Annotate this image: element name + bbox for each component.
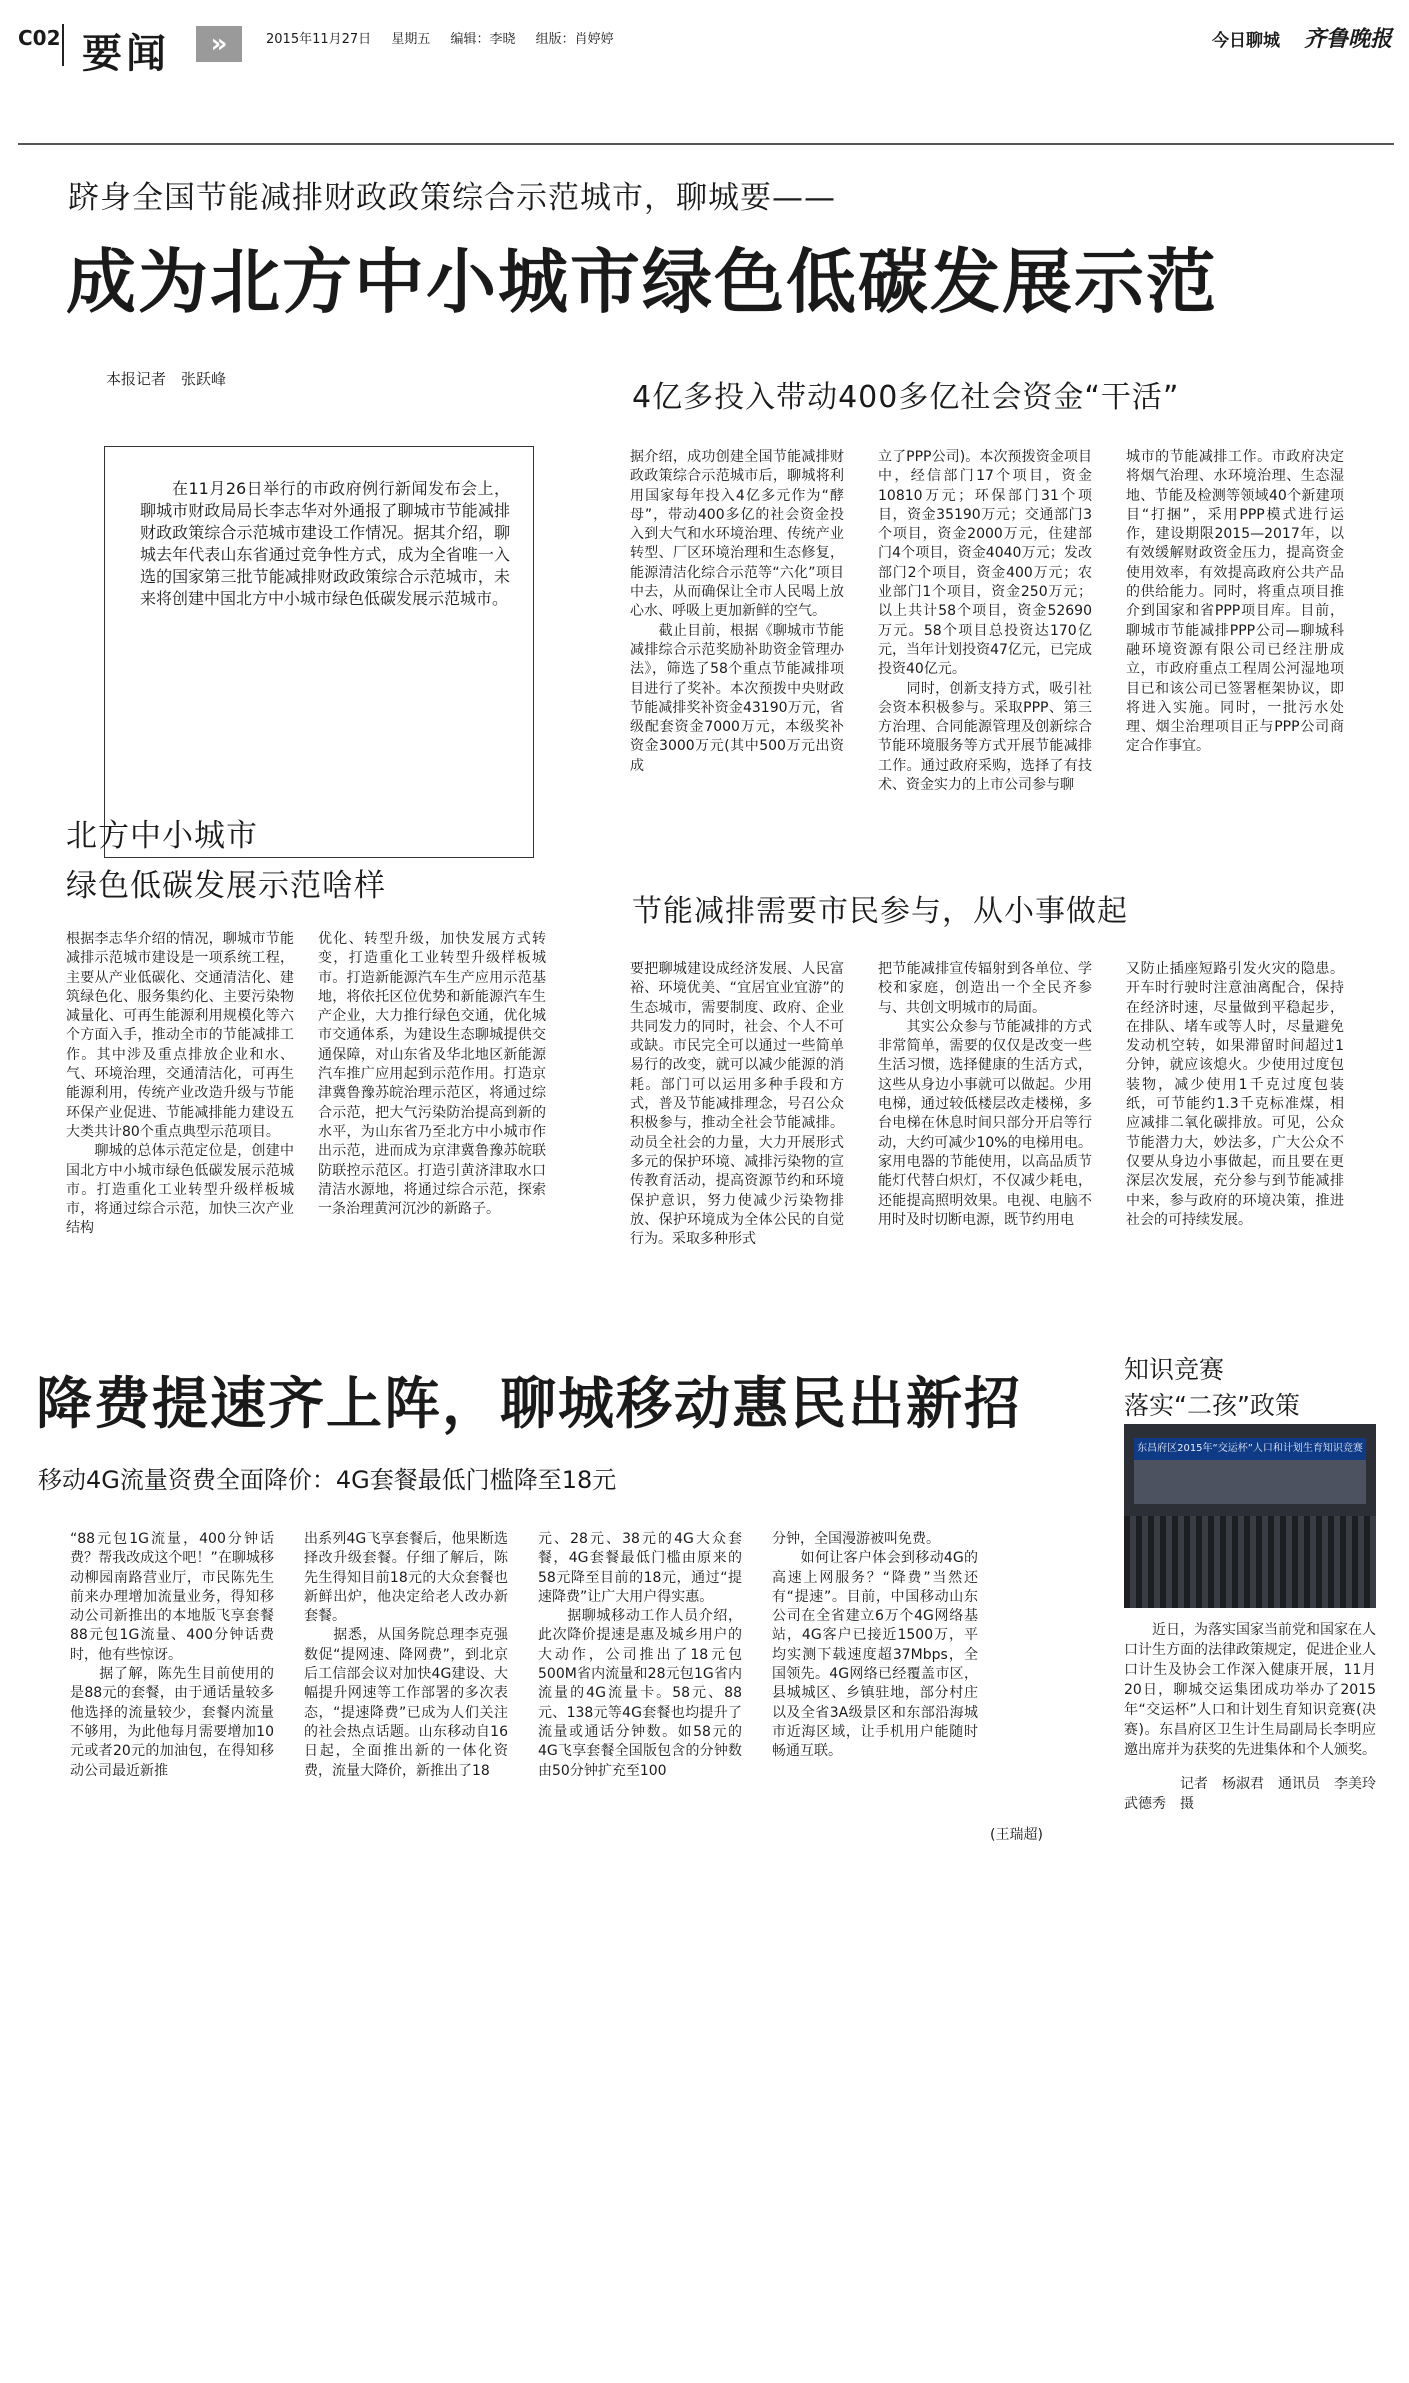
article-byline: 本报记者 张跃峰 xyxy=(106,370,227,388)
editor-credit: 编辑：李晓 xyxy=(450,32,516,47)
text-column: 据介绍，成功创建全国节能减排财政政策综合示范城市后，聊城将利用国家每年投入4亿多元作为“酵母”，带动400多亿的社会资金投入到大气和水环境治理、传统产业转型、厂区环境治理和生态修复，能源清洁化综合示范等“六化”项目中去，从而确保让全市人民喝上放心水、呼吸上更加新鲜的空气。 截止目前，根据《聊城市节能减排综合示范奖励补助资金管理办法》，筛选了58个重点节能减排项目进行了奖补。本次预拨中央财政节能减排奖补资金43190万元，省级配套资金7000万元，本级奖补资金3000万元(其中500万元出资成 xyxy=(630,449,844,774)
header-divider xyxy=(62,24,64,66)
section-name: 要闻 xyxy=(82,31,170,77)
edition-name: 今日聊城 xyxy=(1212,31,1280,51)
sidebar-title: 知识竞赛 xyxy=(1124,1355,1225,1384)
photo-stage xyxy=(1134,1460,1366,1504)
subheading-investment: 4亿多投入带动400多亿社会资金“干活” xyxy=(632,380,1180,415)
text-column: 又防止插座短路引发火灾的隐患。开车时行驶时注意油离配合，保持在经济时速，尽量做到平稳起步，在排队、堵车或等人时，尽量避免发动机空转，如果滞留时间超过1分钟，就应该熄火。少使用过度包装物，减少使用1千克过度包装纸，可节能约1.3千克标准煤，相应减排二氧化碳排放。可见，公众节能潜力大，妙法多，广大公众不仅要从身边小事做起，而且要在更深层次发展，充分参与到节能减排中来，参与政府的环境决策，推进社会的可持续发展。 xyxy=(1126,961,1344,1228)
sidebar-photo xyxy=(1124,1424,1376,1608)
sidebar-subtitle: 落实“二孩”政策 xyxy=(1124,1391,1300,1420)
text-column: 出系列4G飞享套餐后，他果断选择改升级套餐。仔细了解后，陈先生得知目前18元的大众套餐也新鲜出炉，他决定给老人改办新套餐。 据悉，从国务院总理李克强数促“提网速、降网费”，到北京后工信部会议对加快4G建设、大幅提升网速等工作部署的多次表态，“提速降费”已成为人们关注的社会热点话题。山东移动自16日起，全面推出新的一体化资费，流量大降价，新推出了18 xyxy=(304,1531,508,1779)
text-column: 把节能减排宣传辐射到各单位、学校和家庭，创造出一个全民齐参与、共创文明城市的局面。 其实公众参与节能减排的方式非常简单，需要的仅仅是改变一些生活习惯，选择健康的生活方式，这些从身边小事就可以做起。少用电梯，通过较低楼层改走楼梯，多台电梯在休息时间只部分开启等行动，大约可减少10%的电梯用电。家用电器的节能使用，以高品质节能灯代替白炽灯，不仅减少耗电，还能提高照明效果。电视、电脑不用时及时切断电源，既节约用电 xyxy=(878,961,1092,1228)
text-column: 分钟，全国漫游被叫免费。 如何让客户体会到移动4G的高速上网服务？“降费”当然还有“提速”。目前，中国移动山东公司在全省建立6万个4G网络基站，4G客户已接近1500万，平均实测下载速度超37Mbps，全国领先。4G网络已经覆盖市区，县城城区、乡镇驻地，部分村庄以及全省3A级景区和东部沿海城市近海区域，让手机用户能随时畅通互联。 xyxy=(772,1531,978,1760)
text-column: 要把聊城建设成经济发展、人民富裕、环境优美、“宜居宜业宜游”的生态城市，需要制度、政府、企业共同发力的同时，社会、个人不可或缺。市民完全可以通过一些简单易行的改变，就可以减少能源的消耗。部门可以运用多种手段和方式，普及节能减排理念，号召公众积极参与，推动全社会节能减排。动员全社会的力量，大力开展形式多元的保护环境、减排污染物的宣传教育活动，提高资源节约和环境保护意识，努力使减少污染物排放、保护环境成为全体公民的自觉行为。采取多种形式 xyxy=(630,961,844,1248)
article2-credit: (王瑞超) xyxy=(990,1827,1043,1843)
issue-date: 2015年11月27日 xyxy=(266,32,372,47)
issue-weekday: 星期五 xyxy=(391,32,431,47)
article-headline: 成为北方中小城市绿色低碳发展示范 xyxy=(66,241,1218,323)
sidebar-byline: 记者 杨淑君 通讯员 李美玲 武德秀 摄 xyxy=(1124,1776,1390,1812)
sidebar-body: 近日，为落实国家当前党和国家在人口计生方面的法律政策规定，促进企业人口计生及协会工作深入健康开展，11月20日，聊城交运集团成功举办了2015年“交运杯”人口和计划生育知识竞赛(决赛)。东昌府区卫生计生局副局长李明应邀出席并为获奖的先进集体和个人颁奖。 xyxy=(1124,1622,1376,1758)
text-column: 根据李志华介绍的情况，聊城市节能减排示范城市建设是一项系统工程，主要从产业低碳化、交通清洁化、建筑绿色化、服务集约化、主要污染物减量化、可再生能源利用规模化等六个方面入手，推动全市的节能减排工作。其中涉及重点排放企业和水、气、环境治理，交通清洁化，可再生能源利用，传统产业改造升级与节能环保产业促进、节能减排能力建设五大类共计80个重点典型示范项目。 聊城的总体示范定位是，创建中国北方中小城市绿色低碳发展示范城市。打造重化工业转型升级样板城市，将通过综合示范，加快三次产业结构 xyxy=(66,931,294,1237)
layout-credit: 组版：肖婷婷 xyxy=(535,32,614,47)
text-column: 优化、转型升级，加快发展方式转变，打造重化工业转型升级样板城市。打造新能源汽车生产应用示范基地，将依托区位优势和新能源汽车生产企业，大力推行绿色交通，优化城市交通体系，为建设生态聊城提供交通保障，对山东省及华北地区新能源汽车推广应用起到示范作用。打造京津冀鲁豫苏皖治理示范区，将通过综合示范，把大气污染防治提高到新的水平，为山东省乃至北方中小城市作出示范，进而成为京津冀鲁豫苏皖联防联控示范区。打造引黄济津取水口清洁水源地，将通过综合示范，探索一条治理黄河沉沙的新路子。 xyxy=(318,931,546,1218)
article-kicker: 跻身全国节能减排财政政策综合示范城市，聊城要—— xyxy=(68,180,836,216)
subheading-demo-line1: 北方中小城市 xyxy=(66,818,258,854)
text-column: “88元包1G流量，400分钟话费？帮我改成这个吧！”在聊城移动柳园南路营业厅，市民陈先生前来办理增加流量业务，得知移动公司新推出的本地版飞享套餐88元包1G流量、400分钟话费时，他有些惊讶。 据了解，陈先生目前使用的是88元的套餐，由于通话量较多他选择的流量较少，套餐内流量不够用，为此他每月需要增加10元或者20元的加油包，在得知移动公司最近新推 xyxy=(70,1531,274,1779)
text-column: 立了PPP公司)。本次预拨资金项目中，经信部门17个项目，资金10810万元；环保部门31个项目，资金35190万元；交通部门3个项目，资金2000万元，住建部门4个项目，资金4040万元；发改部门2个项目，资金400万元；农业部门1个项目，资金250万元；以上共计58个项目，资金52690万元。58个项目总投资达170亿元，当年计划投资47亿元，已完成投资40亿元。 同时，创新支持方式，吸引社会资本积极参与。采取PPP、第三方治理、合同能源管理及创新综合节能环境服务等方式开展节能减排工作。通过政府采购，选择了有技术、资金实力的上市公司参与聊 xyxy=(878,449,1092,794)
article2-deck: 移动4G流量资费全面降价：4G套餐最低门槛降至18元 xyxy=(38,1466,617,1494)
header-rule xyxy=(18,143,1394,145)
text-column: 元、28元、38元的4G大众套餐，4G套餐最低门槛由原来的58元降至目前的18元，通过“提速降费”让广大用户得实惠。 据聊城移动工作人员介绍，此次降价提速是惠及城乡用户的大动作，公司推出了18元包500M省内流量和28元包1G省内流量的4G流量卡。58元、88元、138元等4G套餐也均提升了流量或通话分钟数。如58元的4G飞享套餐全国版包含的分钟数由50分钟扩充至100 xyxy=(538,1531,742,1779)
page-number: C02 xyxy=(18,26,61,50)
photo-banner: 东昌府区2015年“交运杯”人口和计划生育知识竞赛 xyxy=(1134,1438,1366,1460)
subheading-citizens: 节能减排需要市民参与，从小事做起 xyxy=(632,894,1128,929)
article2-headline: 降费提速齐上阵，聊城移动惠民出新招 xyxy=(36,1372,1022,1437)
lead-paragraph: 在11月26日举行的市政府例行新闻发布会上，聊城市财政局局长李志华对外通报了聊城市节能减排财政政策综合示范城市建设工作情况。据其介绍，聊城去年代表山东省通过竞争性方式，成为全省唯一入选的国家第三批节能减排财政政策综合示范城市，未来将创建中国北方中小城市绿色低碳发展示范城市。 xyxy=(140,479,510,608)
text-column: 城市的节能减排工作。市政府决定将烟气治理、水环境治理、生态湿地、节能及检测等领域40个新建项目“打捆”，采用PPP模式进行运作，建设期限2015—2017年，以有效缓解财政资金压力，提高资金使用效率，有效提高政府公共产品的供给能力。同时，将重点项目推介到国家和省PPP项目库。目前，聊城市节能减排PPP公司—聊城科融环境资源有限公司已经注册成立，市政府重点工程周公河湿地项目已和该公司已签署框架协议，即将进入实施。同时，一批污水处理、烟尘治理项目正与PPP公司商定合作事宜。 xyxy=(1126,449,1344,755)
subheading-demo-line2: 绿色低碳发展示范啥样 xyxy=(66,868,386,904)
double-chevron-right-icon: » xyxy=(196,26,242,62)
photo-audience xyxy=(1124,1516,1376,1608)
header-meta xyxy=(266,28,630,47)
newspaper-logo: 齐鲁晚报 xyxy=(1304,26,1393,52)
